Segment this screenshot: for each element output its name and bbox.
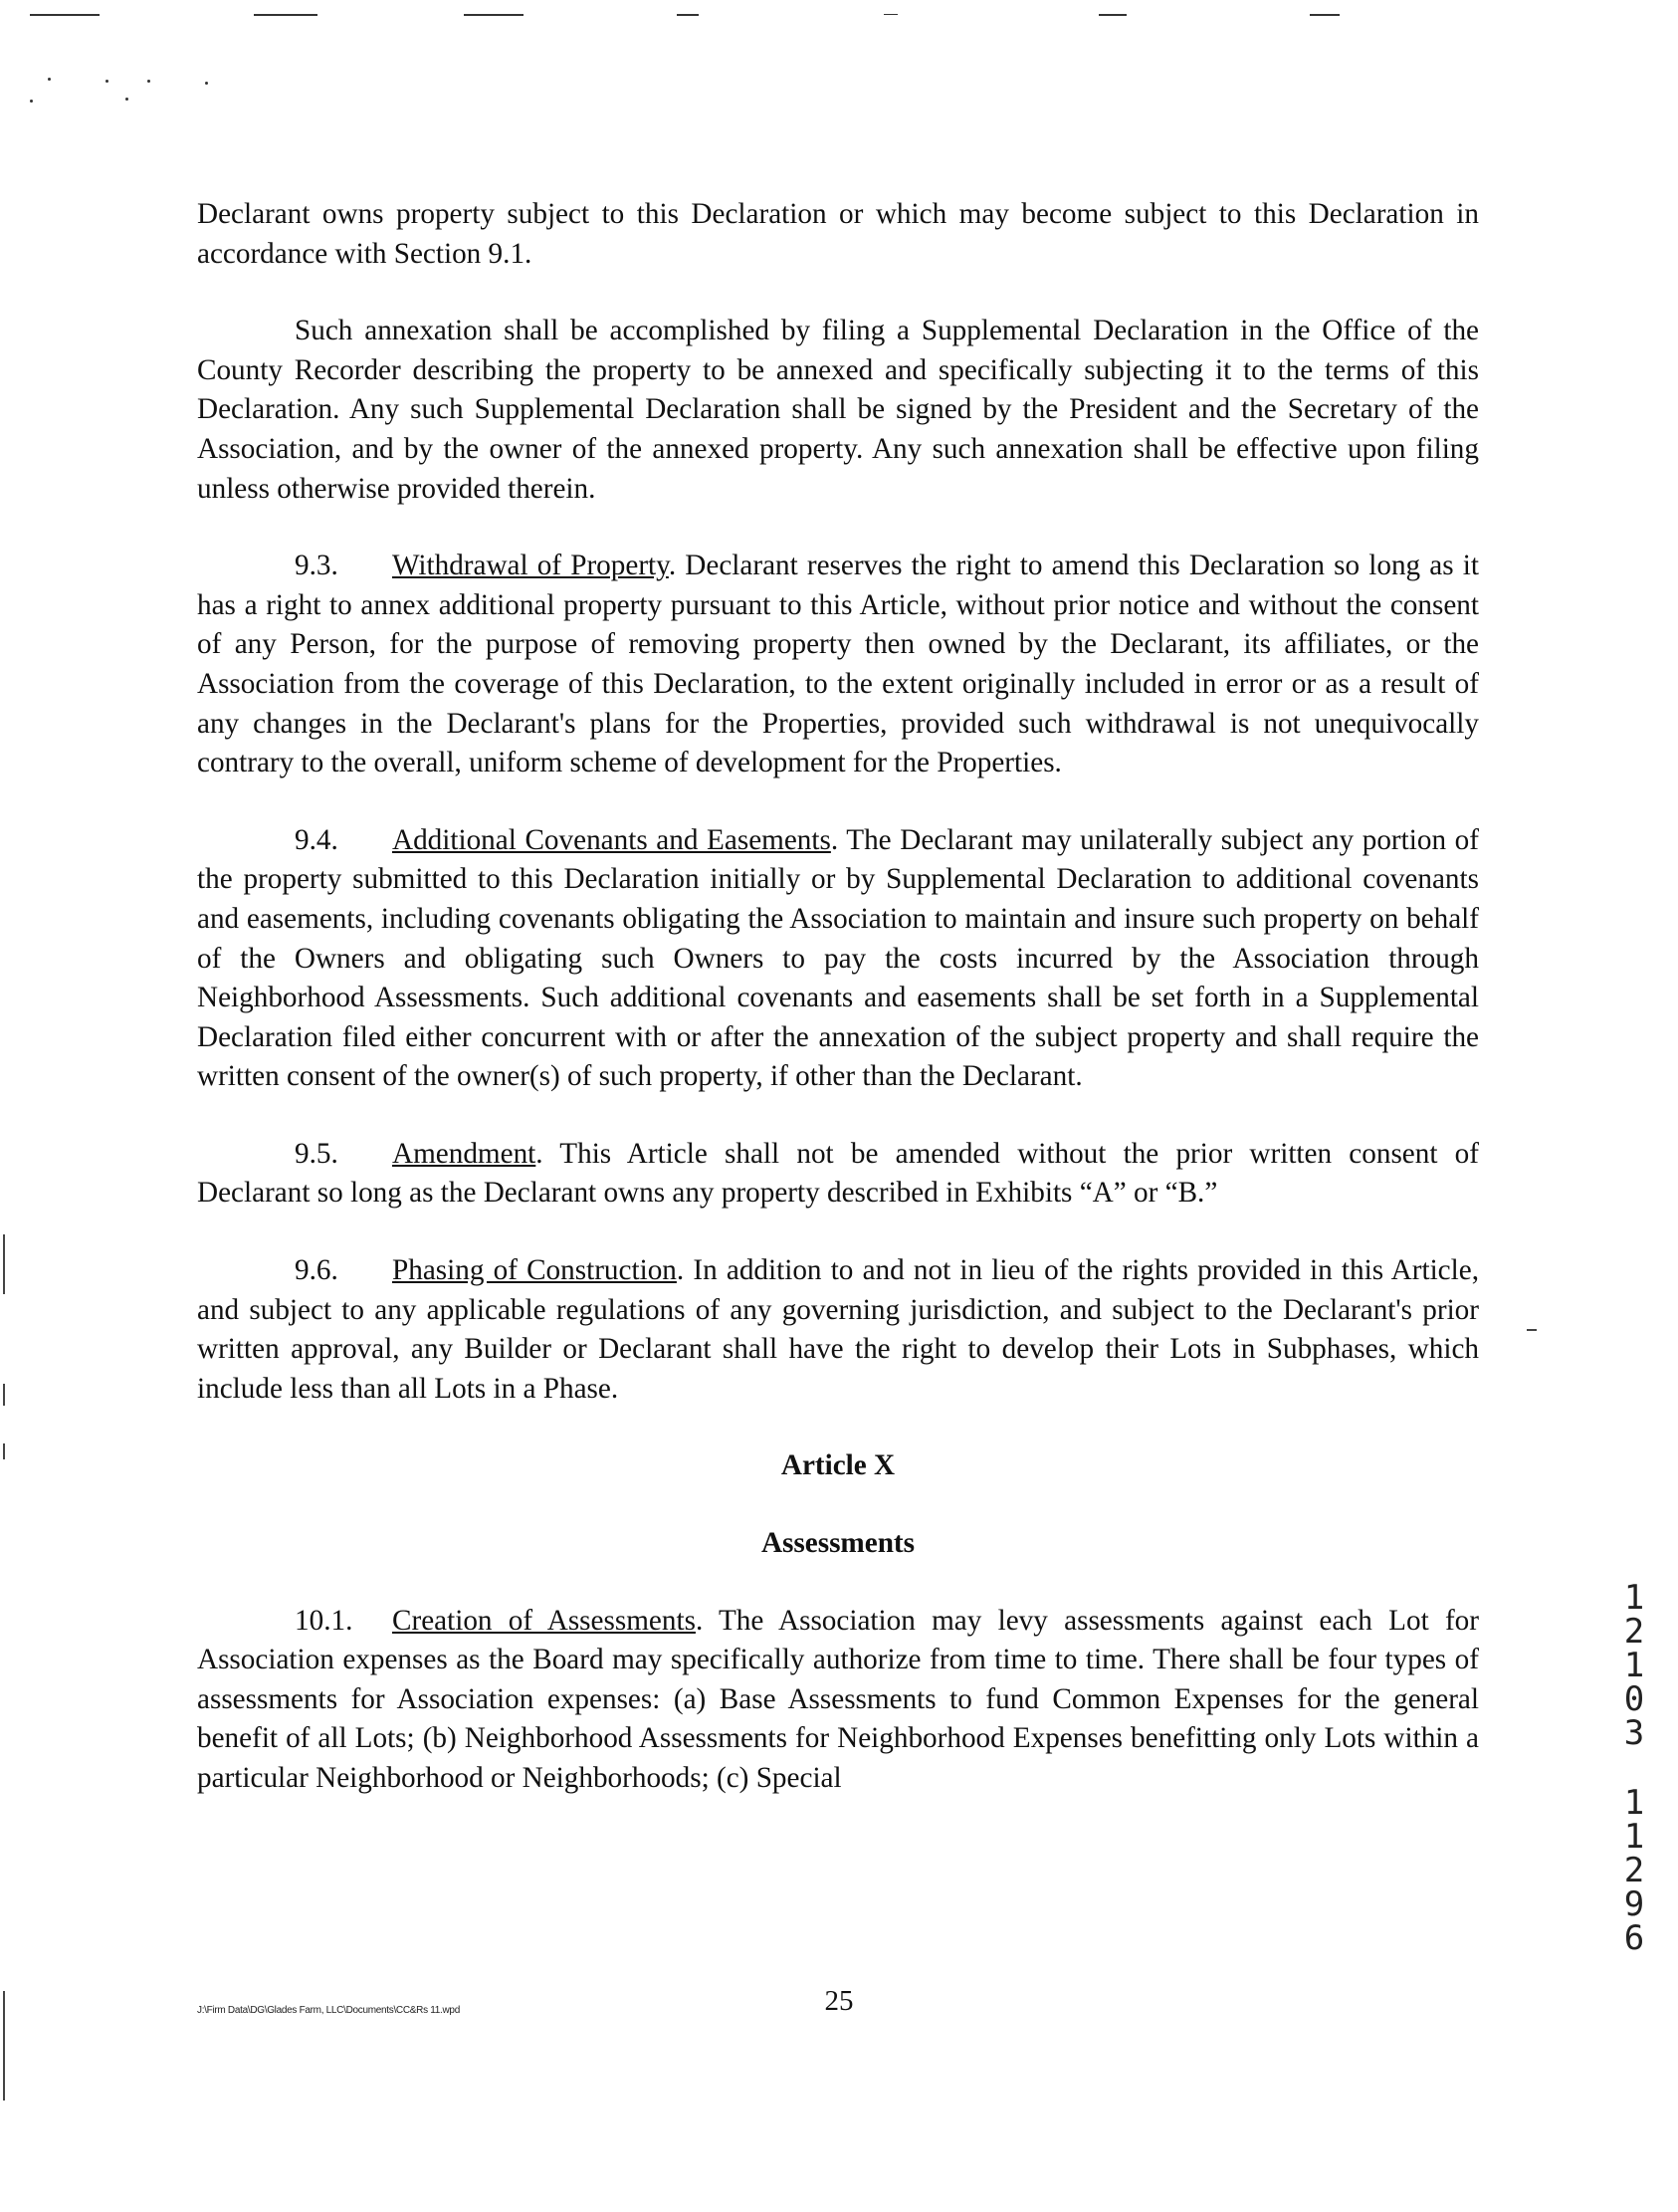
section-title: Amendment xyxy=(392,1137,536,1170)
scan-artifact xyxy=(677,14,699,16)
section-number: 10.1. xyxy=(295,1604,353,1637)
stamp-digit: 1 xyxy=(1623,1783,1645,1823)
stamp-digit: 1 xyxy=(1623,1817,1645,1857)
stamp-digit: 2 xyxy=(1623,1612,1645,1652)
stamp-gap xyxy=(1614,1750,1654,1786)
scan-artifact xyxy=(1527,1329,1537,1331)
stamp-digit: 1 xyxy=(1623,1578,1645,1618)
article-heading: Article X xyxy=(780,1449,896,1482)
section-text: . Declarant reserves the right to amend this Declaration so long as it has a right to annex additional property pursuant to this Article, without prior notice and without the consent of any Person, for the purpose of removing property then owned by the Declarant, its affiliates, or the Association from the coverage of this Declaration, to the extent originally included in error or as a result of any changes in the Declarant's plans for the Properties, provided such withdrawal is not unequivocally contrary to the overall, uniform scheme of development for the Properties. xyxy=(197,550,1479,779)
scan-artifact xyxy=(205,82,208,85)
paragraph-annexation: Such annexation shall be accomplished by filing a Supplemental Declaration in the Office of the County Recorder describing the property to be annexed and specifically subjecting it to the terms of this Declaration. Any such Supplemental Declaration shall be signed by the President and the Secretary of the Association, and by the owner of the annexed property. Any such annexation shall be effective upon filing unless otherwise provided therein. xyxy=(197,315,1479,505)
stamp-digit: 3 xyxy=(1623,1713,1645,1753)
section-number: 9.4. xyxy=(295,823,338,856)
margin-recording-stamp xyxy=(1614,1578,1654,1958)
article-subject-heading: Assessments xyxy=(760,1527,916,1560)
section-text: . This Article shall not be amended without the prior written consent of Declarant so long as the Declarant owns any property described in Exhibits “A” or “B.” xyxy=(197,1137,1479,1210)
page-number: 25 xyxy=(824,1985,854,2017)
stamp-digit: 2 xyxy=(1623,1851,1645,1890)
section-number: 9.5. xyxy=(295,1137,338,1170)
scan-artifact xyxy=(147,80,150,83)
footer-file-path: J:\Firm Data\DG\Glades Farm, LLC\Documents\CC&Rs 11.wpd xyxy=(197,2005,460,2016)
scan-artifact xyxy=(464,14,524,16)
scan-artifact xyxy=(1099,14,1127,16)
scan-artifact xyxy=(48,78,51,81)
scan-artifact xyxy=(254,14,317,16)
section-title: Phasing of Construction xyxy=(392,1254,677,1287)
scan-artifact xyxy=(30,100,33,103)
section-text: . The Association may levy assessments against each Lot for Association expenses as the Board may specifically authorize from time to time. There shall be four types of assessments for Association expenses: (a) Base Assessments to fund Common Expenses for the general benefit of all Lots; (b) Neighborhood Assessments for Neighborhood Expenses benefitting only Lots within a particular Neighborhood or Neighborhoods; (c) Special xyxy=(197,1604,1479,1794)
scan-artifact xyxy=(1310,14,1340,16)
scan-artifact xyxy=(3,1384,5,1406)
section-number: 9.6. xyxy=(295,1254,338,1287)
section-number: 9.3. xyxy=(295,550,338,582)
section-text: . The Declarant may unilaterally subject any portion of the property submitted to this Declaration initially or by Supplemental Declaration to additional covenants and easements, including covenants obligating the Association to maintain and insure such property on behalf of the Owners and obligating such Owners to pay the costs incurred by the Association through Neighborhood Assessments. Such additional covenants and easements shall be set forth in a Supplemental Declaration filed either concurrent with or after the annexation of the subject property and shall require the written consent of the owner(s) of such property, if other than the Declarant. xyxy=(197,823,1479,1093)
section-title: Creation of Assessments xyxy=(392,1604,696,1637)
section-10-1 xyxy=(197,1602,1479,1799)
section-title: Additional Covenants and Easements xyxy=(392,823,831,856)
document-body xyxy=(197,195,1479,1837)
section-9-6 xyxy=(197,1251,1479,1409)
paragraph-continuation: Declarant owns property subject to this Declaration or which may become subject to this Declaration in accordance with Section 9.1. xyxy=(197,198,1479,270)
scan-artifact xyxy=(30,14,100,16)
section-9-3 xyxy=(197,547,1479,783)
section-text: . In addition to and not in lieu of the rights provided in this Article, and subject to any applicable regulations of any governing jurisdiction, and subject to the Declarant's prior written approval, any Builder or Declarant shall have the right to develop their Lots in Subphases, which include less than all Lots in a Phase. xyxy=(197,1254,1479,1405)
scan-artifact xyxy=(3,1234,5,1294)
stamp-digit: 6 xyxy=(1623,1918,1645,1958)
section-9-4 xyxy=(197,821,1479,1097)
stamp-digit: 0 xyxy=(1623,1679,1645,1719)
stamp-digit: 1 xyxy=(1623,1646,1645,1685)
scan-artifact xyxy=(3,1443,5,1459)
scan-artifact xyxy=(105,80,108,83)
stamp-digit: 9 xyxy=(1623,1884,1645,1924)
section-9-5 xyxy=(197,1135,1479,1214)
section-title: Withdrawal of Property xyxy=(392,550,669,582)
scan-artifact xyxy=(125,98,128,101)
scan-artifact xyxy=(884,14,898,15)
